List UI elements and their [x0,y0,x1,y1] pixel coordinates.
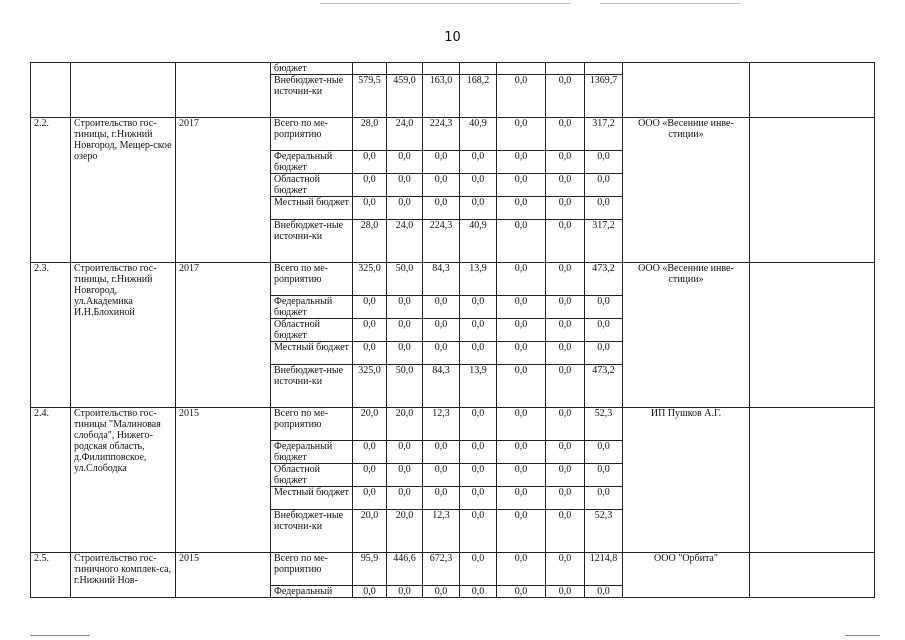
bottom-edge-mark [30,635,90,636]
source-label: Внебюджет-ные источни-ки [271,75,353,118]
value-cell: 0,0 [546,174,585,197]
value-cell: 0,0 [497,319,546,342]
value-cell: 0,0 [423,319,460,342]
value-cell: 0,0 [460,553,497,586]
empty-cell [750,263,875,408]
value-cell: 0,0 [497,151,546,174]
value-cell: 0,0 [353,296,387,319]
project-organization: ООО «Весенние инве-стиции» [623,118,750,263]
value-cell: 0,0 [585,464,623,487]
value-cell: 473,2 [585,263,623,296]
bottom-edge-mark [845,635,880,636]
value-cell: 0,0 [460,487,497,510]
project-id: 2.3. [31,263,71,408]
project-name: Строительство гос-тиничного комплек-са, г.Нижний Нов- [71,553,176,598]
value-cell: 95,9 [353,553,387,586]
value-cell: 0,0 [460,441,497,464]
value-cell: 84,3 [423,365,460,408]
value-cell: 0,0 [546,296,585,319]
value-cell: 20,0 [353,510,387,553]
source-label: Местный бюджет [271,487,353,510]
value-cell: 0,0 [497,342,546,365]
value-cell: 0,0 [546,553,585,586]
value-cell: 0,0 [423,296,460,319]
table-row [31,63,875,75]
value-cell: 0,0 [460,464,497,487]
value-cell: 224,3 [423,220,460,263]
value-cell: 50,0 [387,263,423,296]
empty-cell [460,63,497,75]
value-cell: 20,0 [387,408,423,441]
source-label: бюджет [271,63,353,75]
value-cell: 52,3 [585,510,623,553]
value-cell: 0,0 [353,441,387,464]
value-cell: 0,0 [546,220,585,263]
empty-cell [176,63,271,118]
value-cell: 0,0 [497,441,546,464]
empty-cell [497,63,546,75]
value-cell: 0,0 [460,319,497,342]
value-cell: 0,0 [546,118,585,151]
value-cell: 12,3 [423,510,460,553]
value-cell: 0,0 [546,319,585,342]
source-label: Федеральный [271,586,353,598]
value-cell: 0,0 [585,586,623,598]
source-label: Областной бюджет [271,464,353,487]
value-cell: 0,0 [353,586,387,598]
value-cell: 0,0 [387,342,423,365]
value-cell: 12,3 [423,408,460,441]
source-label: Областной бюджет [271,174,353,197]
value-cell: 0,0 [497,263,546,296]
value-cell: 0,0 [387,197,423,220]
value-cell: 52,3 [585,408,623,441]
value-cell: 317,2 [585,220,623,263]
value-cell: 446,6 [387,553,423,586]
empty-cell [750,63,875,118]
value-cell: 0,0 [423,487,460,510]
source-label: Местный бюджет [271,342,353,365]
value-cell: 0,0 [423,197,460,220]
value-cell: 0,0 [460,151,497,174]
source-label: Федеральный бюджет [271,296,353,319]
project-name: Строительство гос-тиницы "Малиновая слобода", Нижего-родская область, д.Филипповское, ул.Слободка [71,408,176,553]
value-cell: 0,0 [387,464,423,487]
value-cell: 0,0 [585,174,623,197]
value-cell: 40,9 [460,118,497,151]
value-cell: 0,0 [497,586,546,598]
source-label: Внебюджет-ные источни-ки [271,220,353,263]
page-number: 10 [444,30,461,45]
project-id: 2.5. [31,553,71,598]
project-organization: ООО "Орбита" [623,553,750,598]
value-cell: 0,0 [546,586,585,598]
value-cell: 1369,7 [585,75,623,118]
project-organization: ИП Пушков А.Г. [623,408,750,553]
value-cell: 84,3 [423,263,460,296]
value-cell: 0,0 [585,197,623,220]
value-cell: 0,0 [546,365,585,408]
source-label: Всего по ме-роприятию [271,553,353,586]
value-cell: 0,0 [497,510,546,553]
table-row [31,408,875,441]
value-cell: 0,0 [387,151,423,174]
value-cell: 0,0 [460,586,497,598]
value-cell: 0,0 [497,174,546,197]
value-cell: 0,0 [460,296,497,319]
value-cell: 579,5 [353,75,387,118]
top-scan-rule [0,3,905,4]
value-cell: 0,0 [353,342,387,365]
value-cell: 0,0 [546,510,585,553]
source-label: Внебюджет-ные источни-ки [271,510,353,553]
value-cell: 0,0 [585,151,623,174]
value-cell: 0,0 [387,296,423,319]
project-year: 2015 [176,553,271,598]
source-label: Всего по ме-роприятию [271,118,353,151]
empty-cell [750,408,875,553]
value-cell: 0,0 [546,151,585,174]
empty-cell [31,63,71,118]
value-cell: 0,0 [585,342,623,365]
value-cell: 0,0 [546,464,585,487]
project-name: Строительство гос-тиницы, г.Нижний Новгород, ул.Академика И.Н.Блохиной [71,263,176,408]
value-cell: 163,0 [423,75,460,118]
value-cell: 24,0 [387,118,423,151]
value-cell: 0,0 [497,197,546,220]
value-cell: 0,0 [387,586,423,598]
value-cell: 0,0 [497,220,546,263]
value-cell: 0,0 [585,319,623,342]
project-id: 2.2. [31,118,71,263]
value-cell: 0,0 [497,118,546,151]
empty-cell [353,63,387,75]
project-year: 2017 [176,118,271,263]
table-body [31,63,875,598]
value-cell: 28,0 [353,118,387,151]
source-label: Местный бюджет [271,197,353,220]
empty-cell [71,63,176,118]
value-cell: 1214,8 [585,553,623,586]
empty-cell [623,63,750,118]
value-cell: 0,0 [497,553,546,586]
value-cell: 325,0 [353,263,387,296]
value-cell: 0,0 [460,197,497,220]
value-cell: 0,0 [353,319,387,342]
value-cell: 0,0 [353,174,387,197]
value-cell: 0,0 [460,408,497,441]
value-cell: 0,0 [546,75,585,118]
value-cell: 0,0 [546,408,585,441]
value-cell: 0,0 [387,487,423,510]
value-cell: 13,9 [460,263,497,296]
project-id: 2.4. [31,408,71,553]
value-cell: 224,3 [423,118,460,151]
value-cell: 0,0 [387,319,423,342]
value-cell: 24,0 [387,220,423,263]
value-cell: 0,0 [423,586,460,598]
source-label: Внебюджет-ные источни-ки [271,365,353,408]
table-row [31,553,875,586]
value-cell: 168,2 [460,75,497,118]
value-cell: 0,0 [423,151,460,174]
source-label: Федеральный бюджет [271,151,353,174]
empty-cell [423,63,460,75]
project-year: 2015 [176,408,271,553]
value-cell: 0,0 [423,342,460,365]
value-cell: 459,0 [387,75,423,118]
project-name: Строительство гос-тиницы, г.Нижний Новгород, Мещер-ское озеро [71,118,176,263]
value-cell: 0,0 [353,197,387,220]
value-cell: 0,0 [585,487,623,510]
value-cell: 20,0 [387,510,423,553]
value-cell: 0,0 [546,263,585,296]
value-cell: 0,0 [460,342,497,365]
value-cell: 0,0 [546,342,585,365]
value-cell: 325,0 [353,365,387,408]
value-cell: 0,0 [546,441,585,464]
source-label: Федеральный бюджет [271,441,353,464]
empty-cell [750,553,875,598]
value-cell: 473,2 [585,365,623,408]
value-cell: 317,2 [585,118,623,151]
value-cell: 0,0 [460,510,497,553]
source-label: Всего по ме-роприятию [271,408,353,441]
value-cell: 0,0 [387,441,423,464]
value-cell: 0,0 [585,441,623,464]
value-cell: 672,3 [423,553,460,586]
project-year: 2017 [176,263,271,408]
value-cell: 28,0 [353,220,387,263]
value-cell: 0,0 [585,296,623,319]
value-cell: 40,9 [460,220,497,263]
value-cell: 0,0 [546,487,585,510]
value-cell: 0,0 [460,174,497,197]
empty-cell [750,118,875,263]
value-cell: 13,9 [460,365,497,408]
funding-table [30,62,875,598]
value-cell: 0,0 [497,365,546,408]
project-organization: ООО «Весенние инве-стиции» [623,263,750,408]
value-cell: 0,0 [497,296,546,319]
value-cell: 0,0 [353,151,387,174]
table-row [31,263,875,296]
value-cell: 0,0 [423,464,460,487]
value-cell: 0,0 [497,75,546,118]
value-cell: 0,0 [546,197,585,220]
value-cell: 0,0 [497,464,546,487]
empty-cell [546,63,585,75]
source-label: Всего по ме-роприятию [271,263,353,296]
value-cell: 50,0 [387,365,423,408]
value-cell: 0,0 [423,174,460,197]
value-cell: 0,0 [387,174,423,197]
empty-cell [387,63,423,75]
source-label: Областной бюджет [271,319,353,342]
value-cell: 0,0 [497,408,546,441]
value-cell: 0,0 [353,487,387,510]
value-cell: 0,0 [353,464,387,487]
table-row [31,118,875,151]
value-cell: 0,0 [423,441,460,464]
value-cell: 0,0 [497,487,546,510]
empty-cell [585,63,623,75]
value-cell: 20,0 [353,408,387,441]
